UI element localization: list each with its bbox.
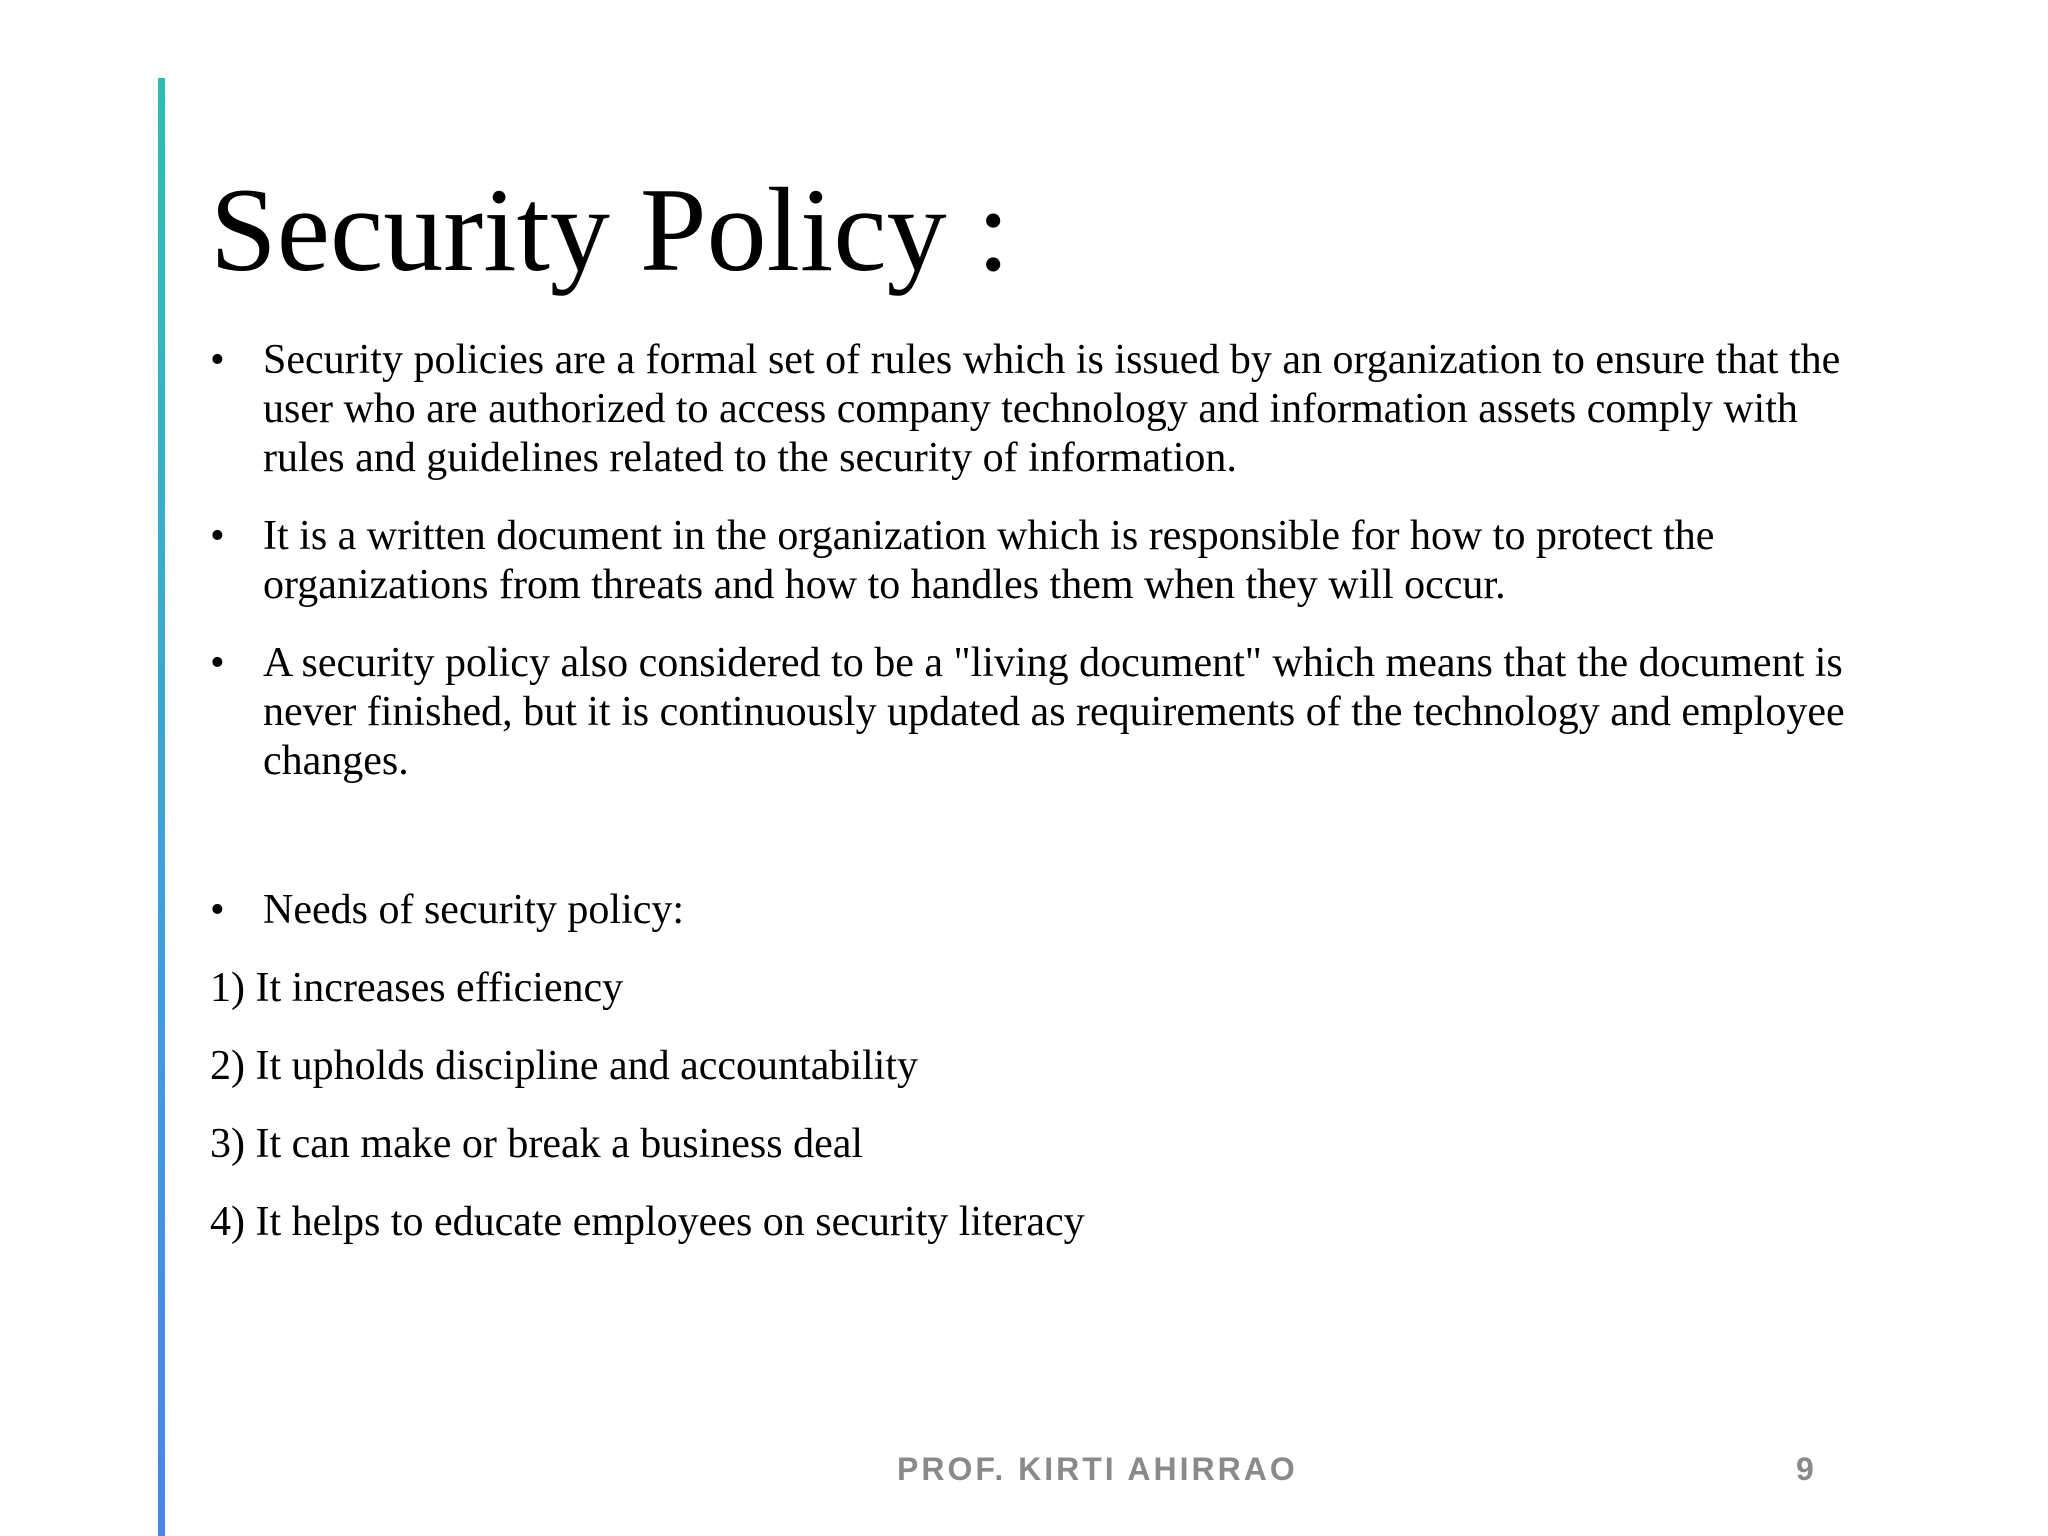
needs-heading bbox=[210, 886, 1850, 935]
bullet-item bbox=[210, 512, 1850, 610]
needs-item: 4) It helps to educate employees on security literacy bbox=[210, 1199, 1085, 1245]
bullet-item bbox=[210, 336, 1850, 483]
bullet-text: Security policies are a formal set of rules which is issued by an organization to ensure that the user who are authorized to access company technology and information assets comply with rules and guidelines related to the security of information. bbox=[263, 337, 1841, 481]
bullet-glyph: • bbox=[210, 640, 225, 686]
bullet-glyph: • bbox=[210, 887, 225, 933]
bullet-text: It is a written document in the organization which is responsible for how to protect the organizations from threats and how to handles them when they will occur. bbox=[263, 513, 1715, 608]
accent-bar bbox=[158, 78, 165, 1536]
needs-heading-text: Needs of security policy: bbox=[263, 887, 685, 933]
bullet-glyph: • bbox=[210, 337, 225, 383]
needs-item: 3) It can make or break a business deal bbox=[210, 1121, 864, 1167]
needs-item: 2) It upholds discipline and accountability bbox=[210, 1043, 919, 1089]
footer-author: PROF. KIRTI AHIRRAO bbox=[897, 1451, 1298, 1487]
page-number: 9 bbox=[1796, 1451, 1814, 1487]
bullet-item bbox=[210, 639, 1850, 786]
slide-title: Security Policy : bbox=[210, 163, 1010, 296]
bullet-glyph: • bbox=[210, 513, 225, 559]
bullet-text: A security policy also considered to be a "living document" which means that the document is never finished, but it is continuously updated as requirements of the technology and employee changes. bbox=[263, 640, 1845, 784]
slide-content bbox=[210, 336, 1850, 1276]
needs-item: 1) It increases efficiency bbox=[210, 965, 624, 1011]
